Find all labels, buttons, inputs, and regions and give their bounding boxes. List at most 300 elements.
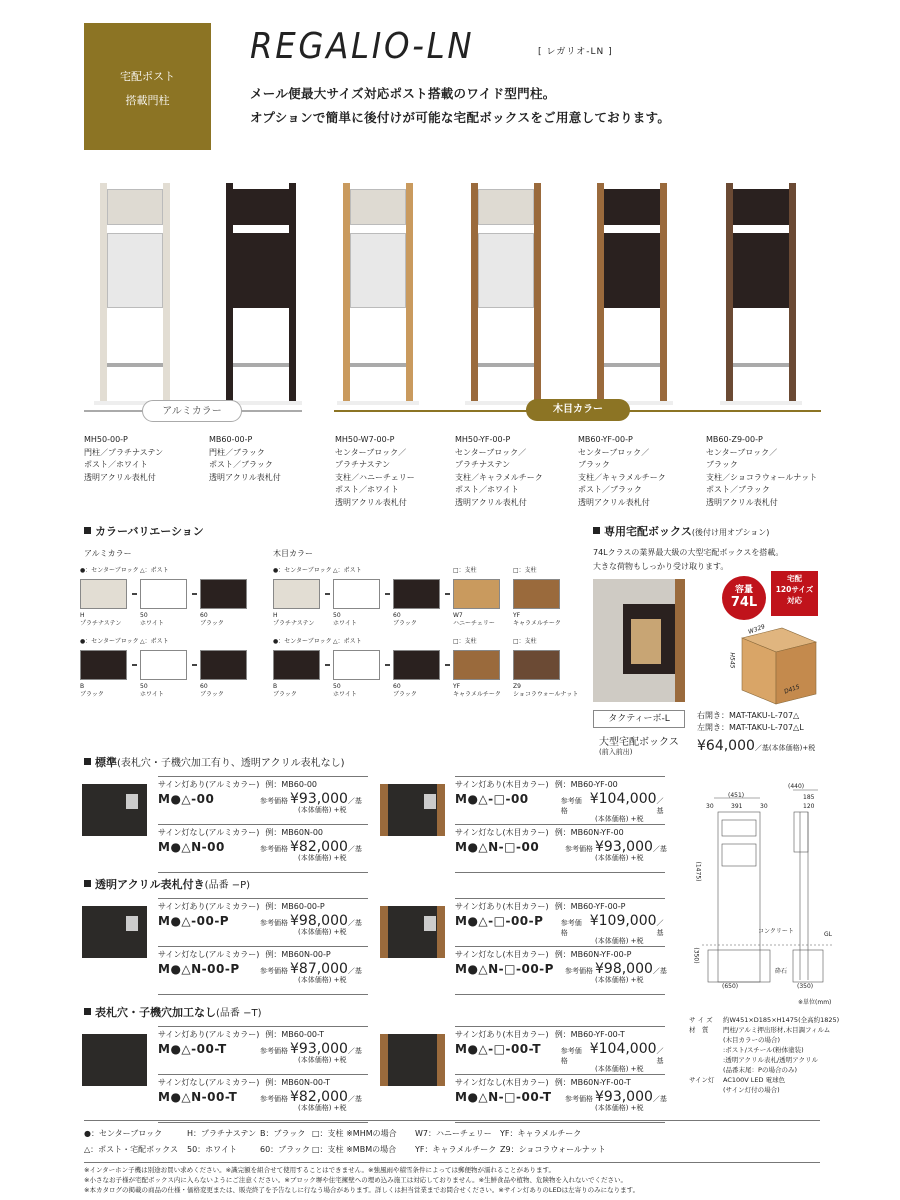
dim-w: W329 — [747, 623, 767, 636]
swatch-name: プラチナステン — [273, 620, 315, 627]
price-item — [455, 901, 670, 946]
dim-391: 391 — [731, 803, 743, 810]
price-item — [455, 1077, 670, 1113]
spec-key — [689, 1045, 723, 1055]
category-line-2: 搭載門柱 — [125, 94, 170, 107]
dash-mark — [192, 664, 197, 666]
color-swatch — [513, 579, 560, 609]
price-item-header — [158, 827, 373, 838]
price-item — [158, 1029, 373, 1065]
dash-mark — [385, 593, 390, 595]
delivery-desc-1: 74Lクラスの業界最大級の大型宅配ボックスを搭載。 — [593, 548, 784, 557]
tax-note: (本体価格) +税 — [595, 815, 644, 823]
price-item — [158, 779, 373, 815]
delivery-price: ¥64,000 — [697, 738, 755, 754]
model-line: ポスト／ホワイト — [455, 485, 519, 494]
price: ¥93,000 — [595, 1089, 653, 1105]
example-model: 例：MB60-YF-00-T — [554, 1030, 625, 1039]
tax-note: (本体価格) +税 — [298, 928, 347, 936]
legend-item: H：プラチナステン — [187, 1129, 257, 1138]
spec-row — [689, 1085, 839, 1095]
row-rule — [158, 776, 368, 777]
capacity-label: 容量 — [734, 585, 753, 595]
model-code: MB60-Z9-00-P — [706, 435, 763, 444]
model-line: 支柱／キャラメルチーク — [578, 472, 666, 482]
legend-item: YF：キャラメルチーク — [415, 1145, 497, 1154]
example-model: 例：MB60N-00-P — [265, 950, 331, 959]
row-rule — [158, 946, 368, 947]
price-row — [455, 791, 670, 816]
model-line: 支柱／ハニーチェリー — [335, 472, 415, 482]
spec-key — [689, 1085, 723, 1095]
spec-value: (木目カラーの場合) — [723, 1036, 781, 1044]
spec-value: (サイン灯付の場合) — [723, 1086, 780, 1094]
model-spec-6 — [706, 434, 817, 509]
swatch-group-label: ●：センターブロック — [273, 567, 332, 574]
color-swatch — [273, 579, 320, 609]
legend-item: ●：センターブロック — [84, 1129, 163, 1138]
swatch-name: ブラック — [273, 691, 297, 698]
spec-key: 材 質 — [689, 1026, 709, 1034]
color-swatch — [453, 650, 500, 680]
model-number: M●△-□-00-P — [455, 914, 544, 928]
dim-350b: (350) — [797, 983, 814, 990]
swatch-name: ハニーチェリー — [453, 620, 495, 627]
model-line: センターブロック／ — [335, 447, 407, 457]
product-image-mb60-yf — [597, 183, 667, 405]
model-line: 透明アクリル表札付 — [209, 472, 281, 482]
color-swatch — [333, 650, 380, 680]
alumi-variation-label: アルミカラー — [84, 549, 132, 558]
tax-note: (本体価格) +税 — [298, 854, 347, 862]
row-rule — [158, 1074, 368, 1075]
example-model: 例：MB60N-YF-00-P — [554, 950, 632, 959]
row-rule — [455, 994, 665, 995]
swatch-label — [513, 612, 561, 628]
section-title: 標準 — [95, 756, 117, 769]
section-title: 透明アクリル表札付き — [95, 878, 205, 891]
model-number: M●△N-00-T — [158, 1090, 238, 1104]
ref-price-label: 参考価格 — [260, 797, 288, 805]
swatch-code: B — [273, 683, 278, 690]
sign-light-label: サイン灯あり(アルミカラー) — [158, 1030, 260, 1039]
price: ¥98,000 — [290, 913, 348, 929]
tax-note: (本体価格) +税 — [595, 854, 644, 862]
delivery-heading-note: (後付け用オプション) — [691, 528, 770, 537]
alumi-category-pill: アルミカラー — [142, 400, 242, 422]
price-row — [455, 1041, 670, 1066]
product-image-mb60 — [226, 183, 296, 405]
example-model: 例：MB60-YF-00-P — [554, 902, 626, 911]
model-line: 支柱／キャラメルチーク — [455, 472, 543, 482]
footnote-1: ※インターホン子機は別途お買い求めください。※識完額を組合せて使用することはできません。※強風雨や積雪条件によっては郵便物が濡れることがあります。 — [84, 1166, 555, 1174]
spec-row — [689, 1055, 839, 1065]
wood-pillar-left — [380, 784, 388, 836]
tax-note: (本体価格) +税 — [298, 806, 347, 814]
model-line: ポスト／ブラック — [578, 485, 642, 494]
wood-pillar-left — [380, 1034, 388, 1086]
wood-category-pill: 木目カラー — [526, 399, 630, 421]
footnote-3: ※本カタログの掲載の商品の仕様・価格変更または、販売終了を予告なしに行なう場合があります。詳しくは担当営業までお問合せください。※サイン灯ありのLEDは左寄りのみになります。 — [84, 1186, 640, 1194]
model-line: ブラック — [578, 460, 610, 469]
swatch-name: ホワイト — [140, 620, 164, 627]
spec-value: AC100V LED 電球色 — [723, 1076, 786, 1084]
row-rule — [158, 898, 368, 899]
model-line: プラチナステン — [335, 460, 391, 469]
size-badge — [771, 571, 818, 616]
price-item — [158, 1077, 373, 1113]
swatch-code: 60 — [393, 612, 401, 619]
swatch-label — [140, 612, 164, 628]
product-image-mb60-z9 — [726, 183, 796, 405]
swatch-label — [80, 612, 121, 628]
dim-d: D415 — [783, 683, 801, 696]
wood-pillar-left — [380, 906, 388, 958]
price: ¥104,000 — [589, 1041, 657, 1057]
product-thumbnail — [82, 1034, 147, 1086]
price: ¥82,000 — [290, 1089, 348, 1105]
dash-mark — [192, 593, 197, 595]
model-number: M●△-□-00-T — [455, 1042, 542, 1056]
swatch-code: YF — [513, 612, 521, 619]
swatch-code: Z9 — [513, 683, 521, 690]
swatch-code: 50 — [333, 612, 341, 619]
tax-note: (本体価格) +税 — [298, 1104, 347, 1112]
product-image-mh50 — [100, 183, 170, 405]
dash-mark — [325, 664, 330, 666]
model-number: M●△N-□-00-P — [455, 962, 554, 976]
size-badge-3: 対応 — [787, 596, 802, 605]
per-unit: ／基 — [347, 919, 362, 927]
dim-451: (451) — [728, 792, 745, 799]
tax-note: (本体価格) +税 — [298, 976, 347, 984]
swatch-name: ブラック — [393, 691, 417, 698]
tax-note: (本体価格) +税 — [595, 1065, 644, 1073]
model-line: 透明アクリル表札付 — [455, 497, 527, 507]
sign-light-label: サイン灯あり(アルミカラー) — [158, 902, 260, 911]
price-item-header — [158, 1077, 373, 1088]
model-line: センターブロック／ — [578, 447, 650, 457]
swatch-label — [453, 683, 501, 699]
section-note: (品番 −T) — [216, 1008, 262, 1019]
price-item-header — [455, 1029, 670, 1040]
footnote-2: ※小さなお子様が宅配ボックス内に入らないようにご注意ください。※ブロック塀や住宅擁壁への埋め込み施工は対応しておりません。※生鮮食品や植物、危険物を入れないでください。 — [84, 1176, 628, 1184]
model-code: MH50-W7-00-P — [335, 435, 395, 444]
model-line: 透明アクリル表札付 — [578, 497, 650, 507]
color-swatch — [140, 579, 187, 609]
section-note: (表札穴・子機穴加工有り、透明アクリル表札なし) — [117, 758, 345, 769]
row-rule — [455, 946, 665, 947]
ref-price-label: 参考価格 — [260, 845, 288, 853]
swatch-label — [393, 612, 417, 628]
product-thumbnail — [380, 1034, 445, 1086]
dash-mark — [445, 664, 450, 666]
ref-price-label: 参考価格 — [560, 1047, 582, 1065]
size-badge-2: 120サイズ — [775, 585, 814, 594]
row-rule — [455, 1122, 665, 1123]
color-swatch — [80, 650, 127, 680]
row-rule — [158, 872, 368, 873]
price: ¥82,000 — [290, 839, 348, 855]
sign-light-label: サイン灯あり(木目カラー) — [455, 1030, 549, 1039]
dim-120: 120 — [803, 803, 815, 810]
delivery-box-diagram — [720, 620, 830, 710]
section-heading — [84, 876, 250, 892]
example-model: 例：MB60N-YF-00-T — [554, 1078, 631, 1087]
swatch-code: YF — [453, 683, 461, 690]
price-item-header — [158, 779, 373, 790]
swatch-code: 50 — [140, 683, 148, 690]
swatch-name: ブラック — [80, 691, 104, 698]
swatch-label — [333, 612, 357, 628]
model-line: 透明アクリル表札付 — [335, 497, 407, 507]
row-rule — [455, 872, 665, 873]
intercom-panel — [126, 916, 138, 931]
wood-pillar-right — [437, 1034, 445, 1086]
delivery-price-block — [697, 735, 815, 754]
legend-item: □：支柱 ※MBMの場合 — [312, 1145, 397, 1154]
row-rule — [158, 1122, 368, 1123]
product-thumbnail — [380, 906, 445, 958]
model-line: ブラック — [706, 460, 738, 469]
spec-list — [689, 1015, 839, 1095]
swatch-group-label: △：ポスト — [140, 638, 169, 645]
swatch-label — [200, 683, 224, 699]
sign-light-label: サイン灯なし(アルミカラー) — [158, 828, 260, 837]
model-code: MB60-YF-00-P — [578, 435, 633, 444]
left-open-model: 左開き：MAT-TAKU-L-707△L — [697, 723, 804, 732]
delivery-photo — [593, 579, 685, 702]
dim-h: H545 — [728, 652, 736, 669]
swatch-name: ブラック — [393, 620, 417, 627]
delivery-heading — [593, 523, 769, 539]
spec-key: サ イ ズ — [689, 1016, 713, 1024]
ref-price-label: 参考価格 — [565, 967, 593, 975]
intercom-panel — [424, 916, 436, 931]
dash-mark — [445, 593, 450, 595]
swatch-name: キャラメルチーク — [453, 691, 501, 698]
product-thumbnail — [82, 906, 147, 958]
color-swatch — [453, 579, 500, 609]
swatch-name: プラチナステン — [80, 620, 122, 627]
example-model: 例：MB60-00 — [265, 780, 318, 789]
spec-value: :透明アクリル表札/透明アクリル — [723, 1056, 818, 1064]
ref-price-label: 参考価格 — [560, 797, 582, 815]
color-variation-heading: カラーバリエーション — [84, 523, 204, 539]
price-row — [455, 913, 670, 938]
row-rule — [158, 824, 368, 825]
price-item-header — [158, 901, 373, 912]
spec-row — [689, 1035, 839, 1045]
spec-key — [689, 1065, 723, 1075]
price: ¥98,000 — [595, 961, 653, 977]
model-line: センターブロック／ — [706, 447, 778, 457]
spec-value: (品番末尾：Pの場合のみ) — [723, 1066, 797, 1074]
sign-light-label: サイン灯あり(木目カラー) — [455, 902, 549, 911]
price-item — [455, 827, 670, 863]
swatch-label — [453, 612, 495, 628]
legend-item: □：支柱 ※MHMの場合 — [312, 1129, 397, 1138]
model-number: M●△-00-T — [158, 1042, 227, 1056]
color-swatch — [513, 650, 560, 680]
spec-key: サイン灯 — [689, 1076, 715, 1084]
spec-key — [689, 1055, 723, 1065]
row-rule — [158, 994, 368, 995]
per-unit: ／基 — [656, 797, 664, 815]
per-unit: ／基 — [652, 1095, 667, 1103]
spec-row — [689, 1065, 839, 1075]
tax-note: (本体価格) +税 — [595, 976, 644, 984]
row-rule — [455, 776, 665, 777]
legend-item: Z9：ショコラウォールナット — [500, 1145, 606, 1154]
legend-top-rule — [84, 1120, 820, 1121]
price-item-header — [455, 827, 670, 838]
swatch-label — [333, 683, 357, 699]
legend-item: 60：ブラック — [260, 1145, 311, 1154]
section-heading — [84, 1004, 261, 1020]
ref-price-label: 参考価格 — [260, 919, 288, 927]
wood-pillar-right — [437, 784, 445, 836]
delivery-price-note: (本体価格)+税 — [768, 744, 816, 752]
size-badge-1: 宅配 — [787, 574, 802, 583]
ref-price-label: 参考価格 — [560, 919, 582, 937]
price-item-header — [158, 1029, 373, 1040]
delivery-product-note: (前入前出) — [599, 748, 633, 756]
spec-row — [689, 1025, 839, 1035]
sign-light-label: サイン灯あり(木目カラー) — [455, 780, 549, 789]
per-unit: ／基 — [347, 845, 362, 853]
color-swatch — [200, 650, 247, 680]
swatch-label — [513, 683, 578, 699]
sign-light-label: サイン灯なし(アルミカラー) — [158, 1078, 260, 1087]
price-item-header — [455, 901, 670, 912]
row-rule — [455, 1074, 665, 1075]
model-number: M●△N-00 — [158, 840, 225, 854]
category-line-1: 宅配ポスト — [120, 70, 175, 83]
delivery-heading-text: 専用宅配ボックス — [604, 525, 692, 538]
row-rule — [455, 1026, 665, 1027]
example-model: 例：MB60N-00 — [265, 828, 323, 837]
product-thumbnail — [380, 784, 445, 836]
tax-note: (本体価格) +税 — [298, 1056, 347, 1064]
price-item — [455, 949, 670, 985]
dim-1475: (1475) — [694, 861, 702, 882]
swatch-code: H — [273, 612, 278, 619]
swatch-name: ショコラウォールナット — [513, 691, 579, 698]
spec-key — [689, 1035, 723, 1045]
model-number: M●△N-□-00-T — [455, 1090, 552, 1104]
price: ¥109,000 — [589, 913, 657, 929]
swatch-label — [393, 683, 417, 699]
spec-value: 門柱/アルミ押出形材,木目調フィルム — [723, 1026, 831, 1034]
per-unit: ／基 — [347, 967, 362, 975]
sign-light-label: サイン灯なし(木目カラー) — [455, 828, 549, 837]
swatch-code: 50 — [140, 612, 148, 619]
model-code: MH50-00-P — [84, 435, 128, 444]
model-code: MB60-00-P — [209, 435, 253, 444]
model-number: M●△-00 — [158, 792, 215, 806]
product-title: REGALIO-LN — [250, 26, 475, 67]
swatch-name: キャラメルチーク — [513, 620, 561, 627]
swatch-name: ブラック — [200, 620, 224, 627]
legend-item: YF：キャラメルチーク — [500, 1129, 582, 1138]
spec-value: 約W451×D185×H1475(全高約1825) — [723, 1016, 840, 1024]
swatch-code: W7 — [453, 612, 463, 619]
gravel-label: 砕石 — [775, 968, 788, 975]
dim-440: (440) — [788, 783, 805, 790]
tax-note: (本体価格) +税 — [595, 937, 644, 945]
price: ¥93,000 — [290, 1041, 348, 1057]
price-item — [455, 1029, 670, 1074]
swatch-label — [273, 683, 297, 699]
section-note: (品番 −P) — [204, 880, 251, 891]
dim-30b: 30 — [760, 803, 768, 810]
section-heading — [84, 754, 345, 770]
example-model: 例：MB60-00-T — [265, 1030, 325, 1039]
model-line: センターブロック／ — [455, 447, 527, 457]
spec-row — [689, 1045, 839, 1055]
spec-row — [689, 1015, 839, 1025]
model-line: 透明アクリル表札付 — [84, 472, 156, 482]
model-line: ポスト／ホワイト — [335, 485, 399, 494]
per-unit: ／基 — [347, 797, 362, 805]
swatch-code: H — [80, 612, 85, 619]
swatch-name: ブラック — [200, 691, 224, 698]
color-swatch — [80, 579, 127, 609]
row-rule — [158, 1026, 368, 1027]
swatch-name: ホワイト — [333, 691, 357, 698]
delivery-product: 大型宅配ボックス — [599, 737, 679, 748]
wood-pillar-right — [437, 906, 445, 958]
capacity-value: 74L — [730, 595, 758, 610]
model-line: プラチナステン — [455, 460, 511, 469]
model-spec-1 — [84, 434, 163, 484]
row-rule — [455, 824, 665, 825]
per-unit: ／基 — [347, 1095, 362, 1103]
model-line: 門柱／プラチナステン — [84, 447, 164, 457]
dash-mark — [132, 664, 137, 666]
ref-price-label: 参考価格 — [260, 967, 288, 975]
example-model: 例：MB60-YF-00 — [554, 780, 618, 789]
dash-mark — [325, 593, 330, 595]
model-spec-2 — [209, 434, 281, 484]
ref-price-label: 参考価格 — [260, 1047, 288, 1055]
dash-mark — [132, 593, 137, 595]
gl-label: GL — [824, 931, 832, 938]
model-line: ポスト／ブラック — [209, 460, 273, 469]
sign-light-label: サイン灯なし(木目カラー) — [455, 950, 549, 959]
legend-item: △：ポスト・宅配ボックス — [84, 1145, 179, 1154]
model-line: 透明アクリル表札付 — [706, 497, 778, 507]
swatch-code: 60 — [200, 612, 208, 619]
concrete-label: コンクリート — [758, 928, 794, 935]
example-model: 例：MB60N-00-T — [265, 1078, 331, 1087]
dim-30a: 30 — [706, 803, 714, 810]
sign-light-label: サイン灯あり(アルミカラー) — [158, 780, 260, 789]
color-swatch — [393, 650, 440, 680]
price-item — [158, 827, 373, 863]
swatch-code: 50 — [333, 683, 341, 690]
price-item-header — [455, 1077, 670, 1088]
model-number: M●△-00-P — [158, 914, 230, 928]
ref-price-label: 参考価格 — [565, 845, 593, 853]
example-model: 例：MB60-00-P — [265, 902, 325, 911]
swatch-group-label: □：支柱 — [513, 567, 537, 574]
price-item — [158, 901, 373, 937]
swatch-name: ホワイト — [140, 691, 164, 698]
sign-light-label: サイン灯なし(木目カラー) — [455, 1078, 549, 1087]
dim-350a: (350) — [692, 947, 700, 964]
